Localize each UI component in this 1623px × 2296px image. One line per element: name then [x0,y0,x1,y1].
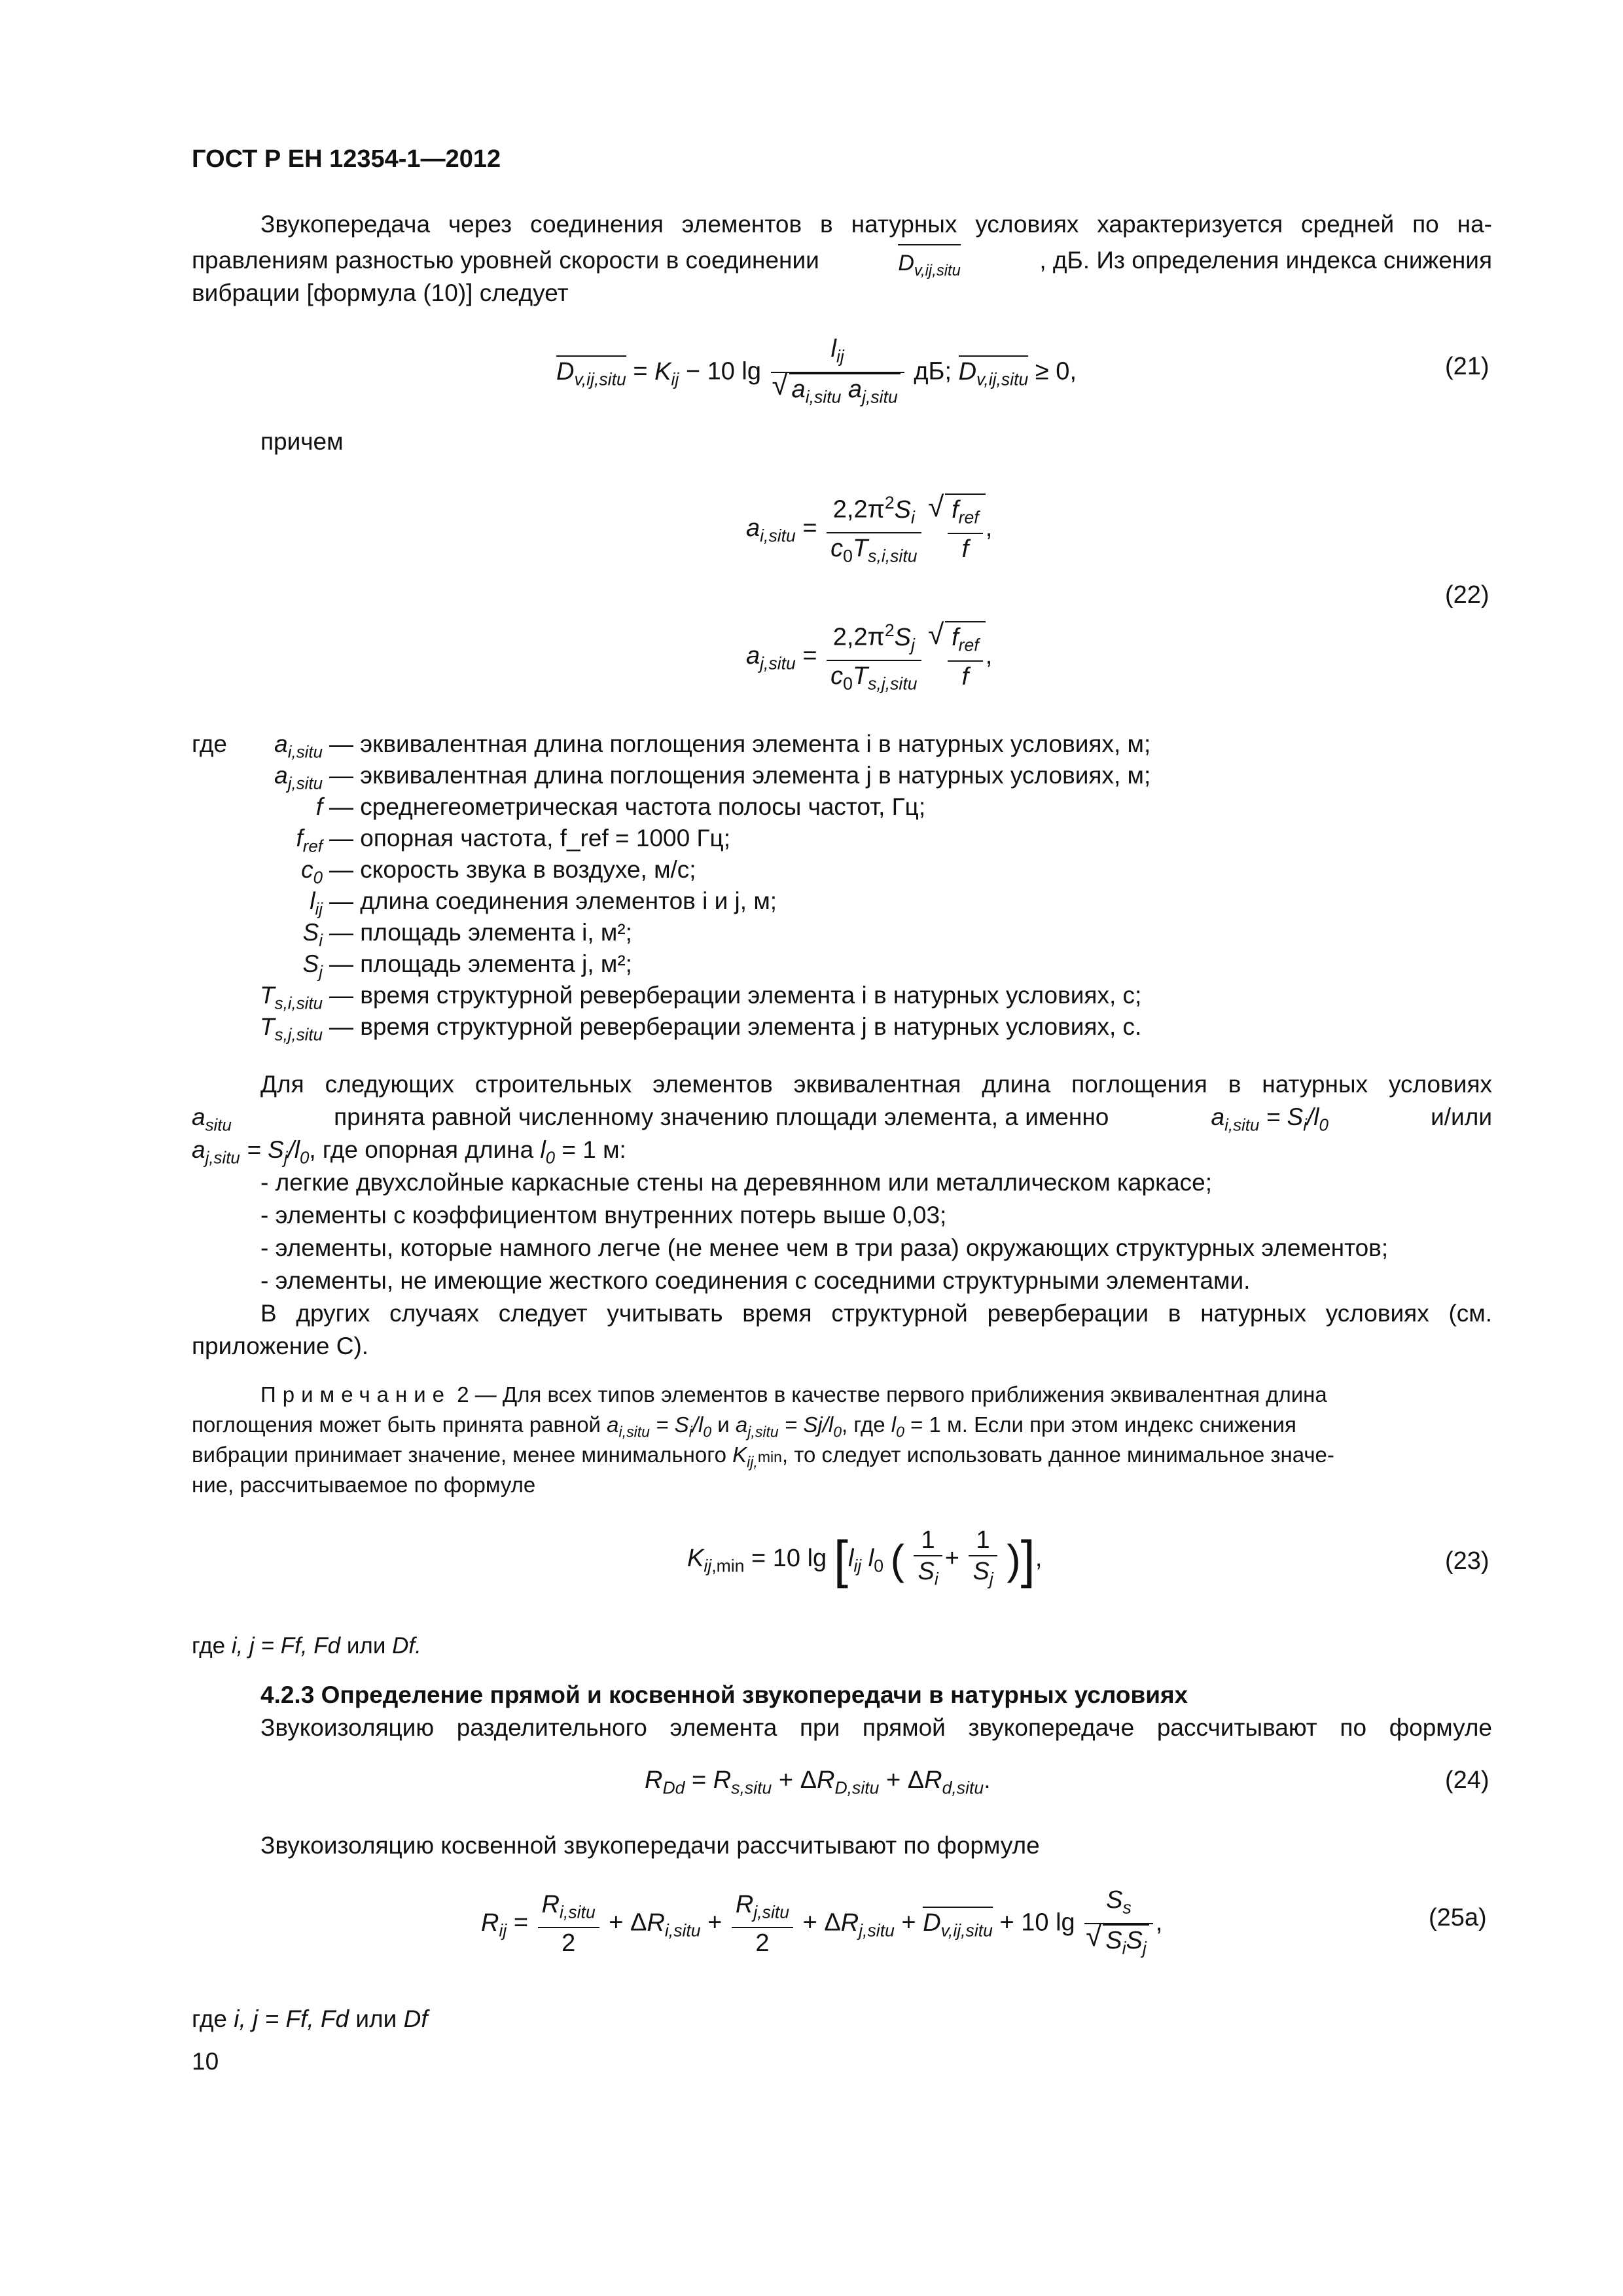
where-23: где i, j = Ff, Fd или Df. [192,1633,421,1659]
note-line-1 [260,1380,1492,1410]
definition-text: — эквивалентная длина поглощения элемента i в натурных условиях, м; [329,730,1151,757]
para2-line3-text: , где опорная длина [309,1136,534,1163]
equation-23: $K_{ij,min} = 10$ $\lg [l_{ij}$ $l_0$ ( $\frac{1}{S_i}$ + $\frac{1}{S_j}$ )], [687,1526,1043,1589]
note-text: , то следует использовать данное минимальное значе- [781,1443,1334,1467]
para1-line2-math: $D_{v,ij,situ}$ [898,244,961,287]
para2-line3-unit: м: [603,1136,626,1163]
bullet-item: - легкие двухслойные каркасные стены на деревянном или металлическом каркасе; [260,1169,1213,1196]
bullet-item: - элементы, которые намного легче (не менее чем в три раза) окружающих структурных элементов; [260,1234,1389,1261]
definition-text: — время структурной реверберации элемента j в натурных условиях, с. [329,1013,1142,1040]
where-label: где [192,2005,228,2032]
equation-22-line-2: $a_{j,situ}$ = $\frac{2,2\pi^2S_j}{c_0T_{s,j,situ}}$ √ $\frac{f_{ref}}{f}$ , [746,615,992,699]
note-text: вибрации принимает значение, менее минимального [192,1443,726,1467]
equation-22-number: (22) [1445,581,1489,609]
section-text: Звукоизоляцию разделительного элемента при прямой звукопередаче рассчитывают по формуле [260,1714,1492,1741]
equation-21-number: (21) [1445,353,1489,380]
paragraph-3-line-2: приложение С). [192,1333,369,1359]
paragraph-1-line-1: Звукопередача через соединения элементов в натурных условиях характеризуется средней по на- [260,211,1492,238]
eq21-lhs-2: $D_{v,ij,situ}$ [959,355,1029,386]
equation-22-line-1: $a_{i,situ}$ = $\frac{2,2\pi^2S_i}{c_0T_{s,i,situ}}$ √ $\frac{f_{ref}}{f}$ , [746,488,992,571]
where-df: Df. [392,1633,421,1659]
paragraph-2-line-1: Для следующих строительных элементов эквивалентная длина поглощения в натурных условиях [260,1071,1492,1098]
definition-text: — площадь элемента i, м²; [329,919,632,946]
note-text: 2 — Для всех типов элементов в качестве первого приближения эквивалентная длина [457,1382,1327,1407]
equation-23-number: (23) [1445,1547,1489,1575]
definition-text: — скорость звука в воздухе, м/с; [329,856,696,883]
note-label: Примечание [260,1382,452,1407]
definition-text: — опорная частота, f_ref = 1000 Гц; [329,825,730,852]
note-line-4: ние, рассчитываемое по формуле [192,1473,536,1497]
prichem-text: причем [260,428,344,455]
note-line-2: поглощения может быть принята равной $a_{i,situ} = S_i/l_0$ и $a_{j,situ} = Sj/l_0$, где $l_0 = 1$ м. Если при этом индекс снижения [192,1412,1296,1441]
definition-text: — площадь элемента j, м²; [329,950,632,977]
paragraph-3-line-1: В других случаях следует учитывать время структурной реверберации в натурных условиях (см. [260,1300,1492,1327]
para1-line2-text-b: , дБ. Из определения индекса снижения [1039,247,1492,274]
definition-text: — эквивалентная длина поглощения элемента j в натурных условиях, м; [329,762,1151,789]
para2-line2-text: принята равной численному значению площади элемента, а именно [334,1103,1109,1130]
eq21-unit: дБ; [914,357,952,386]
where-label: где [192,1633,226,1659]
note-text: м. Если при этом индекс снижения [947,1412,1296,1437]
bullet-item: - элементы, не имеющие жесткого соединения с соседними структурными элементами. [260,1267,1251,1294]
definition-text: — длина соединения элементов i и j, м; [329,888,777,914]
paragraph-2-line-2: $a_{situ}$ принята равной численному значению площади элемента, а именно $a_{i,situ} = S_i/l_0$ и/или [192,1101,1492,1141]
bullet-item: - элементы с коэффициентом внутренних потерь выше 0,03; [260,1202,947,1229]
eq21-lhs: $D_{v,ij,situ}$ [556,355,626,386]
page-number: 10 [192,2048,219,2075]
definition-row [192,728,227,761]
where-label: где [192,730,228,757]
where-or: или [355,2005,397,2032]
paragraph-1-line-3: вибрации [формула (10)] следует [192,279,569,306]
eq21-condition: ≥ 0, [1035,357,1077,386]
eq21-fraction: $l_{ij}$ √ $a_{i,situ}$ $a_{j,situ}$ [771,334,904,412]
definition-text: — время структурной реверберации элемента i в натурных условиях, с; [329,982,1142,1009]
para2-line2-andor: и/или [1431,1103,1492,1130]
where-25: где i, j = Ff, Fd или Df [192,2005,428,2032]
equation-25a-number: (25а) [1429,1904,1487,1931]
para1-line2-text-a: правлениям разностью уровней скорости в соединении [192,247,819,274]
eq21-eq: = [633,357,655,386]
paragraph-2-line-3: $a_{j,situ} = S_j/l_0$, где опорная длина $l_0 = 1$ м: [192,1136,626,1168]
paragraph-4: Звукоизоляцию косвенной звукопередачи рассчитывают по формуле [260,1832,1040,1859]
note-line-3: вибрации принимает значение, менее минимального $K_{ij,}\min$, то следует использовать данное минимальное значе- [192,1443,1334,1471]
equation-24-number: (24) [1445,1767,1489,1794]
equation-25a: $R_{ij}$ = $\frac{R_{i,situ}}{2}$ + $\Delta R_{i,situ}$ + $\frac{R_{j,situ}}{2}$ + $\Delta R_{j,situ} + D_{v,ij,situ} + 10$ lg $S_s$ √ $S_iS_j$ , [481,1885,1162,1963]
definitions-list: где $a_{i,situ}$ — эквивалентная длина поглощения элемента i в натурных условиях, м; $a_{j,situ}$ — эквивалентная длина поглощения элемента j в натурных условиях, м; f — среднегеометрическая частота полосы частот, Гц; $f_{ref}$ — опорная частота, f_ref = 1000 Гц; $c_0$ — скорость звука в воздухе, м/с; $l_{ij}$ — длина соединения элементов i и j, м; $S_i$ — площадь элемента i, м²; $S_j$ — площадь элемента j, м²; $T_{s,i,situ}$ — время структурной реверберации элемента i в натурных условиях, с; $T_{s,j,situ}$ — время структурной реверберации элемента j в натурных условиях, с. [192,728,1492,1062]
equation-21: $D_{v,ij,situ} = K_{ij} - 10$ lg $l_{ij}$ √ $a_{i,situ}$ $a_{j,situ}$ дБ; $D_{v,ij,situ} \ge 0$, [556,334,1077,412]
note-text: и [717,1412,730,1437]
where-or: или [346,1633,386,1659]
equation-24: $R_{Dd} = R_{s,situ} + \Delta R_{D,situ} + \Delta R_{d,situ}$. [645,1767,991,1798]
definition-text: — среднегеометрическая частота полосы частот, Гц; [329,793,926,820]
note-text: , где [842,1412,885,1437]
document-header: ГОСТ Р ЕН 12354-1—2012 [192,145,501,173]
note-text: поглощения может быть принята равной [192,1412,601,1437]
section-heading: 4.2.3 Определение прямой и косвенной звукопередачи в натурных условиях [260,1681,1188,1708]
